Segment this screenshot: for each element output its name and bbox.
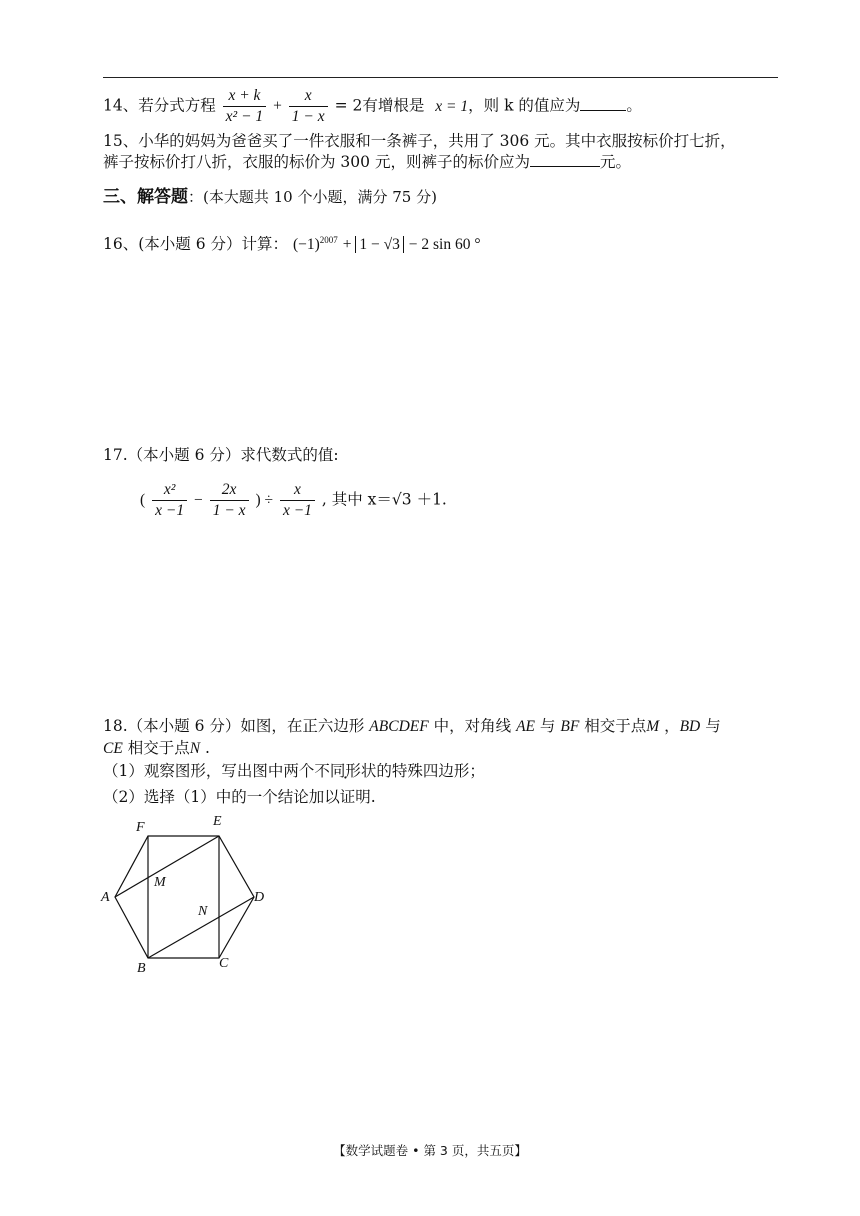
question-14: [103, 86, 642, 127]
q18-text-b: 中，对角线: [428, 717, 517, 735]
q15-unit: 元。: [599, 153, 631, 171]
q18-hexagon-name: ABCDEF: [369, 718, 429, 735]
q14-prefix: 14、若分式方程: [103, 96, 216, 115]
section-3-note: ：(本大题共 10 个小题，满分 75 分): [188, 188, 437, 206]
q18-text-a: 18.（本小题 6 分）如图，在正六边形: [103, 717, 370, 735]
section-3-title: 三、解答题: [103, 187, 188, 207]
question-18-line-2: [103, 738, 210, 759]
q14-root: x = 1: [435, 97, 469, 115]
label-c: C: [219, 956, 229, 971]
q17-close-divide: ) ÷: [255, 491, 274, 509]
q18-text-c: 与: [535, 717, 561, 735]
question-15-line-2: [103, 152, 631, 172]
q18-m: M: [646, 718, 660, 735]
question-17-line-1: 17.（本小题 6 分）求代数式的值:: [103, 446, 339, 464]
label-f: F: [136, 820, 145, 835]
question-18-part-1: [103, 761, 485, 781]
label-m: M: [154, 875, 166, 890]
q15-text: 裤子按标价打八折，衣服的标价为 300 元，则裤子的标价应为: [103, 153, 530, 171]
q16-prefix: 16、(本小题 6 分）计算：: [103, 235, 288, 254]
q14-suffix: ，则 k 的值应为: [468, 96, 581, 115]
q17-f3-numerator: x: [280, 480, 315, 501]
q18-n: N: [189, 740, 201, 757]
q17-f2-denominator: 1 − x: [212, 502, 246, 519]
q18-text-e: ，: [659, 717, 680, 735]
diagonal-ae: [115, 836, 219, 897]
q17-fraction-2: [210, 480, 249, 521]
q14-fraction-1: [223, 86, 267, 127]
q17-condition: , 其中 x＝√3 ＋1.: [321, 490, 447, 509]
q17-f1-numerator: x²: [152, 480, 187, 501]
q16-rest: − 2 sin 60 °: [408, 236, 481, 254]
q17-open-paren: (: [140, 491, 146, 509]
q17-f1-denominator: x −1: [155, 502, 185, 519]
q15-answer-blank[interactable]: [530, 152, 600, 167]
hexagon-figure: [95, 812, 275, 982]
hexagon-outline: [115, 836, 254, 958]
q17-fraction-1: [152, 480, 187, 521]
q18-bd: BD: [679, 718, 701, 735]
label-e: E: [213, 814, 222, 829]
label-d: D: [254, 890, 265, 905]
q14-plus: +: [273, 97, 282, 115]
question-16: 16、(本小题 6 分）计算： $(-1)^{2007} + 1 - √3 - 2$ sin 60 °: [103, 235, 481, 254]
q18-text-f: 与: [700, 717, 721, 735]
label-n: N: [198, 904, 208, 919]
q18-text-d: 相交于点: [579, 717, 647, 735]
q14-answer-blank[interactable]: [580, 96, 626, 111]
q16-absolute-value: 1 − √3: [355, 236, 404, 253]
label-b: B: [137, 961, 146, 976]
q18-ae: AE: [516, 718, 535, 735]
question-18-line-1: [103, 716, 721, 737]
q16-base: (−1): [292, 236, 320, 254]
q18-part1-emphasis: 不同形状: [314, 762, 377, 780]
label-a: A: [101, 890, 110, 905]
q17-f2-numerator: 2x: [210, 480, 249, 501]
q18-text-h: .: [200, 739, 210, 757]
q14-frac2-denominator: 1 − x: [291, 108, 325, 125]
question-15-line-1: 15、小华的妈妈为爸爸买了一件衣服和一条裤子，共用了 306 元。其中衣服按标价打七折，: [103, 132, 736, 150]
q14-frac1-numerator: x + k: [223, 86, 267, 107]
q14-frac1-denominator: x² − 1: [225, 108, 264, 125]
header-rule: [103, 77, 778, 78]
page-footer: 【数学试题卷 • 第 3 页，共五页】: [333, 1143, 527, 1158]
q17-f3-denominator: x −1: [282, 502, 312, 519]
q14-fraction-2: [289, 86, 328, 127]
q17-fraction-3: [280, 480, 315, 521]
section-3-heading: [103, 187, 437, 207]
q16-exponent: 2007: [319, 235, 338, 245]
q18-part1-a: （1）观察图形，写出图中两个: [103, 762, 315, 780]
q18-bf: BF: [560, 718, 580, 735]
q14-equals: = 2有增根是: [334, 96, 425, 115]
q18-text-g: 相交于点: [122, 739, 190, 757]
question-17-expression: [140, 480, 447, 521]
q14-period: 。: [626, 96, 642, 115]
q18-part1-b: 的特殊四边形；: [376, 762, 485, 780]
q14-frac2-numerator: x: [289, 86, 328, 107]
q18-ce: CE: [103, 740, 123, 757]
question-18-part-2: （2）选择（1）中的一个结论加以证明.: [103, 788, 376, 806]
q17-minus: −: [194, 491, 203, 509]
